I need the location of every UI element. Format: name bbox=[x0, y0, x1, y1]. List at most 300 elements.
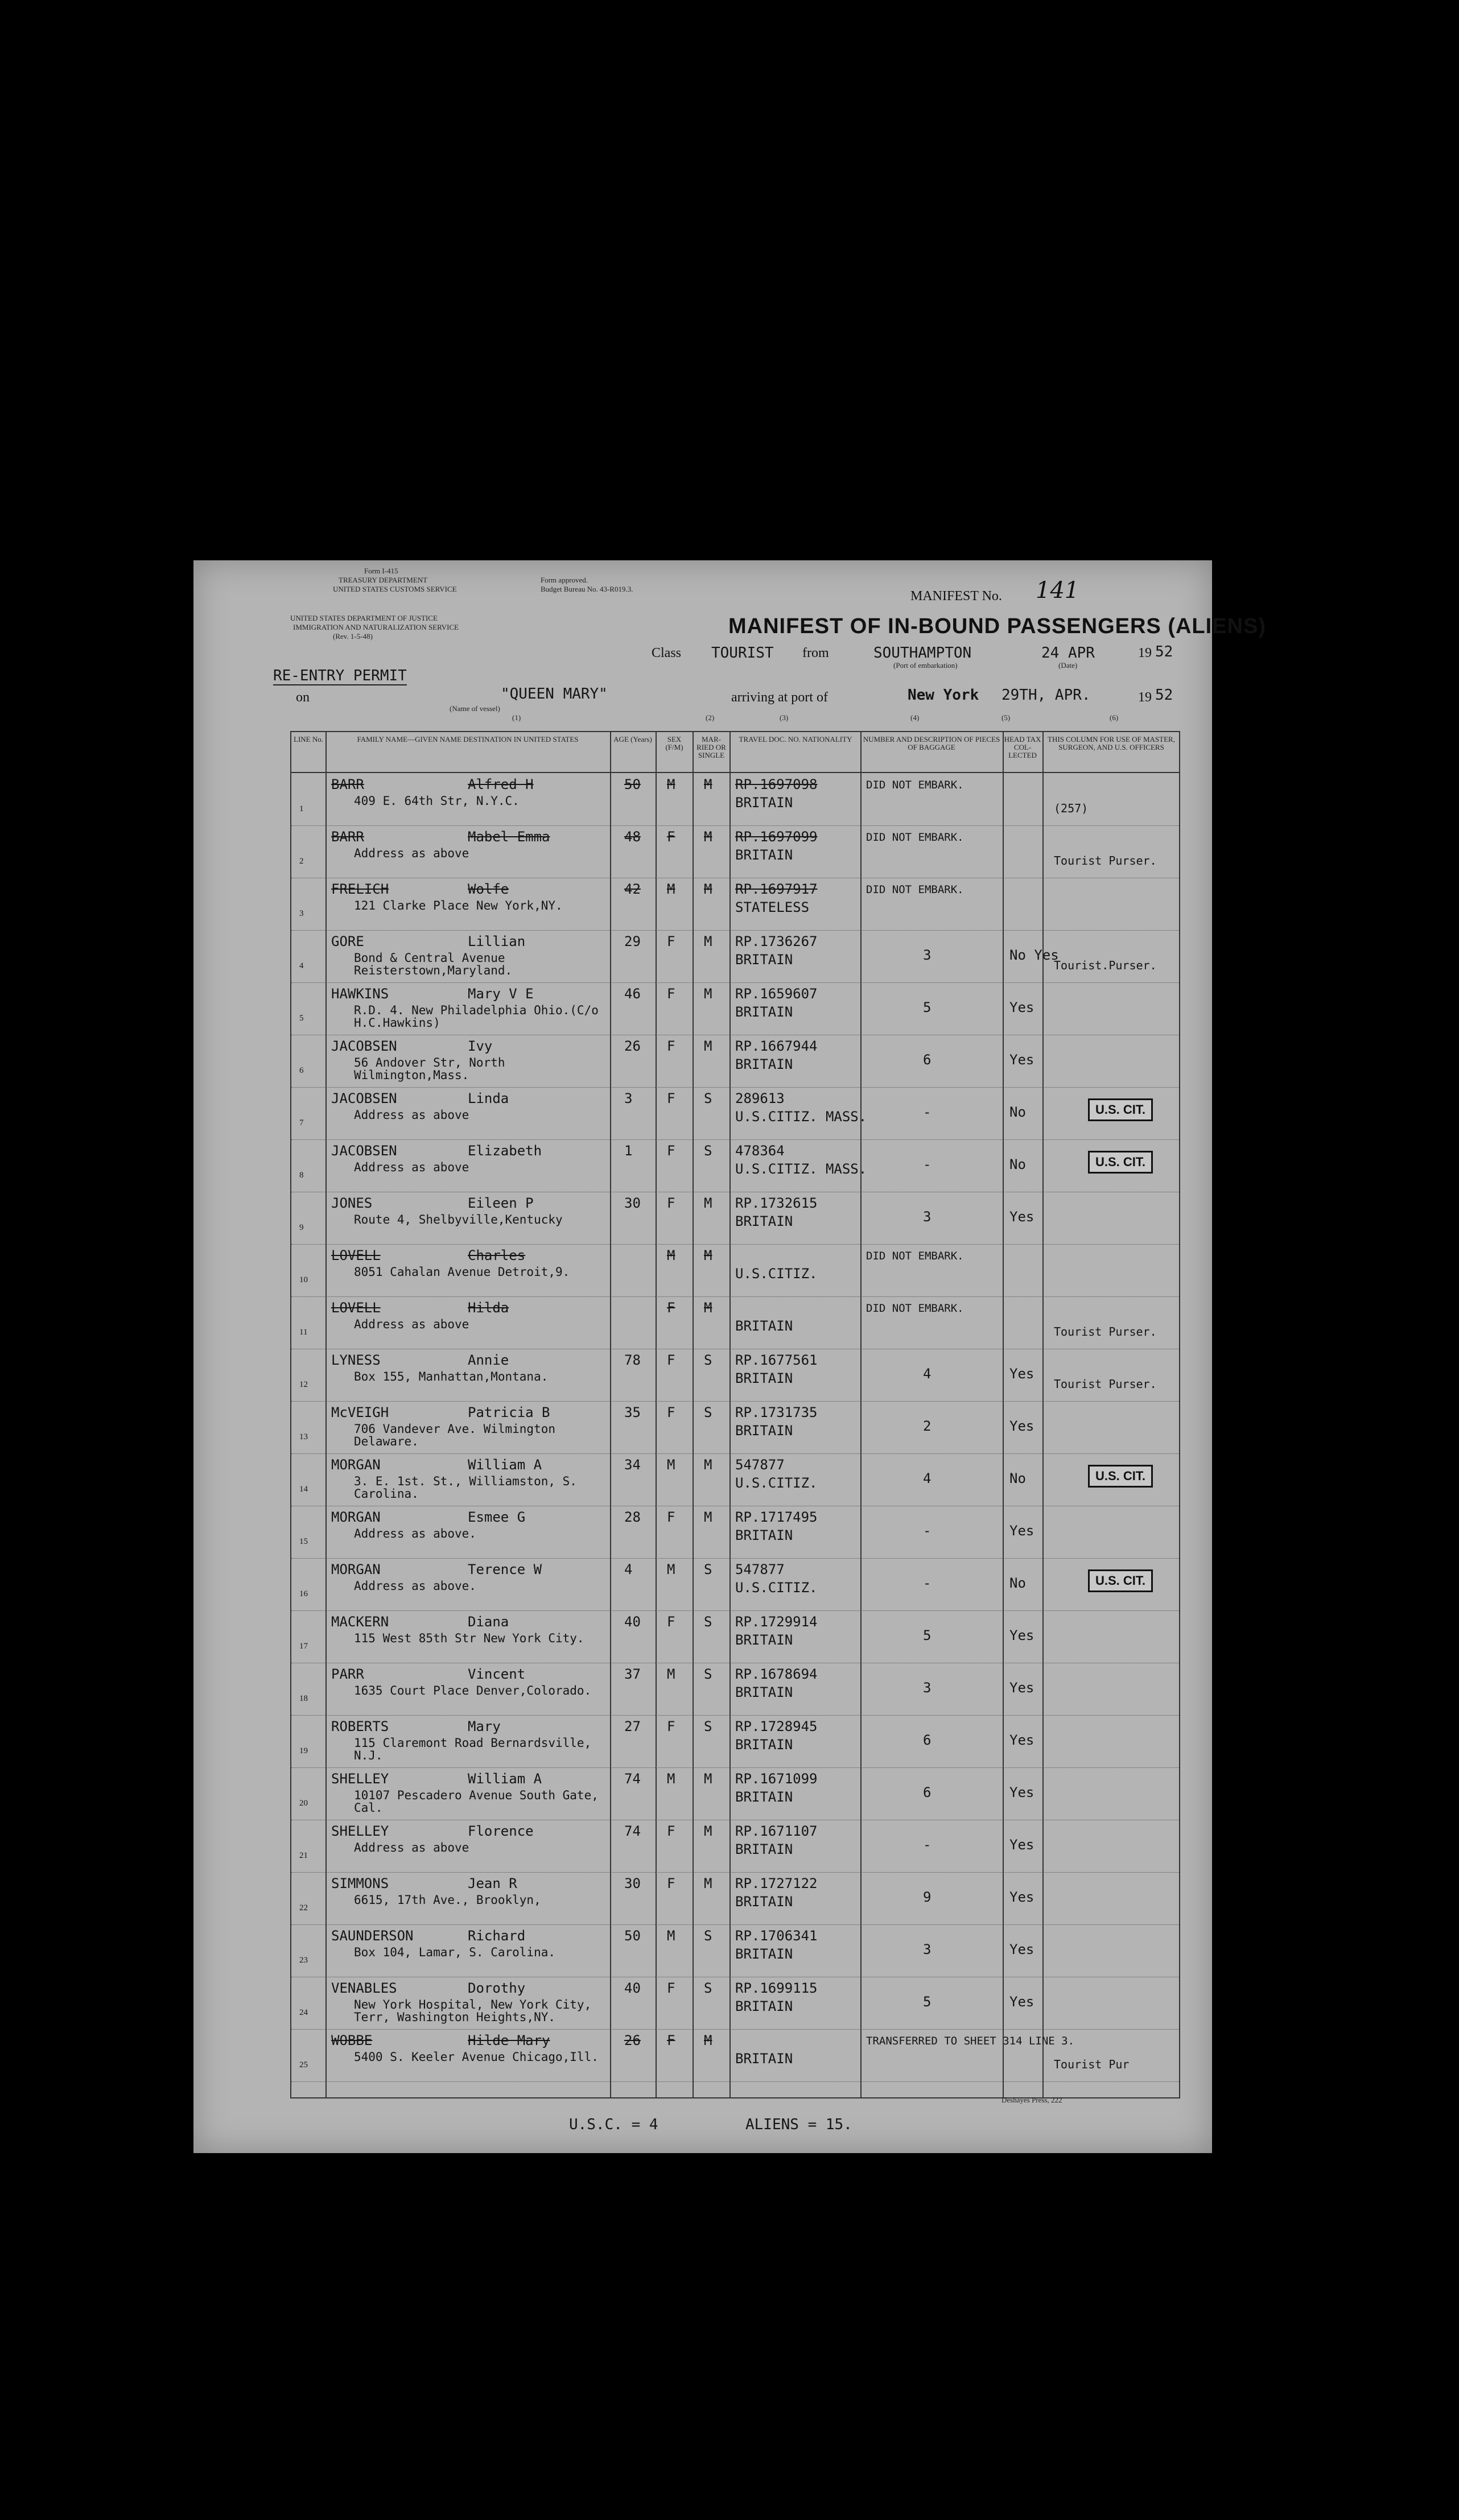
row-family-name: LOVELL bbox=[331, 1300, 381, 1316]
row-destination: 3. E. 1st. St., Williamston, S. Carolina. bbox=[354, 1474, 577, 1501]
row-sex: F bbox=[667, 2032, 675, 2048]
row-destination: 115 West 85th Str New York City. bbox=[354, 1631, 584, 1645]
row-baggage: DID NOT EMBARK. bbox=[866, 1302, 964, 1315]
manifest-no-label: MANIFEST No. bbox=[910, 589, 1002, 604]
row-sex: M bbox=[667, 1457, 675, 1473]
table-row bbox=[291, 1453, 1179, 1506]
row-officer-note: Tourist Pur bbox=[1054, 2058, 1130, 2071]
manifest-document bbox=[193, 560, 1266, 2153]
row-head-tax: No bbox=[1009, 1575, 1026, 1591]
aliens-total: ALIENS = 15. bbox=[745, 2116, 852, 2133]
row-nationality: BRITAIN bbox=[735, 1632, 793, 1648]
row-travel-doc: RP.1697098 bbox=[735, 776, 818, 792]
table-row bbox=[291, 1087, 1179, 1139]
row-head-tax: Yes bbox=[1009, 1941, 1035, 1957]
row-given-name: Charles bbox=[468, 1247, 526, 1263]
row-line-no: 19 bbox=[299, 1746, 308, 1755]
row-marital: M bbox=[704, 1195, 712, 1211]
table-row bbox=[291, 1977, 1179, 2029]
row-baggage: - bbox=[923, 1523, 932, 1539]
row-line-no: 2 bbox=[299, 857, 304, 866]
row-line-no: 21 bbox=[299, 1851, 308, 1860]
row-destination: Address as above bbox=[354, 1108, 469, 1122]
row-destination: 5400 S. Keeler Avenue Chicago,Ill. bbox=[354, 2050, 599, 2064]
row-line-no: 15 bbox=[299, 1537, 308, 1546]
table-row bbox=[291, 2029, 1179, 2081]
row-baggage: 6 bbox=[923, 1784, 932, 1800]
row-travel-doc: RP.1671099 bbox=[735, 1771, 818, 1787]
row-marital: S bbox=[704, 1928, 712, 1944]
row-age: 4 bbox=[624, 1561, 633, 1577]
row-sex: M bbox=[667, 776, 675, 792]
row-line-no: 9 bbox=[299, 1223, 304, 1232]
col-officers: THIS COLUMN FOR USE OF MASTER, SURGEON, AND U.S. OFFICERS bbox=[1048, 735, 1175, 751]
row-head-tax: Yes bbox=[1009, 1889, 1035, 1905]
row-head-tax: Yes bbox=[1009, 1523, 1035, 1539]
row-marital: M bbox=[704, 1771, 712, 1787]
row-age: 42 bbox=[624, 881, 641, 897]
row-head-tax: Yes bbox=[1009, 1418, 1035, 1434]
table-row bbox=[291, 1820, 1179, 1872]
row-destination: 115 Claremont Road Bernardsville, N.J. bbox=[354, 1736, 592, 1762]
row-marital: S bbox=[704, 1561, 712, 1577]
row-family-name: MORGAN bbox=[331, 1509, 381, 1525]
row-given-name: Alfred H bbox=[468, 776, 534, 792]
row-baggage: 3 bbox=[923, 1941, 932, 1957]
row-age: 3 bbox=[624, 1090, 633, 1106]
port-embarkation: SOUTHAMPTON bbox=[873, 645, 972, 662]
row-marital: M bbox=[704, 1509, 712, 1525]
us-citizen-stamp: U.S. CIT. bbox=[1088, 1569, 1153, 1592]
row-line-no: 3 bbox=[299, 909, 304, 918]
table-row bbox=[291, 1558, 1179, 1610]
row-destination: Address as above bbox=[354, 1317, 469, 1331]
on-label: on bbox=[296, 690, 310, 705]
row-age: 27 bbox=[624, 1718, 641, 1734]
row-given-name: Jean R bbox=[468, 1875, 517, 1891]
row-given-name: Dorothy bbox=[468, 1980, 526, 1996]
row-travel-doc: 547877 bbox=[735, 1457, 785, 1473]
reentry-permit: RE-ENTRY PERMIT bbox=[273, 667, 407, 684]
row-baggage: 6 bbox=[923, 1052, 932, 1068]
row-given-name: Richard bbox=[468, 1928, 526, 1944]
row-head-tax: Yes bbox=[1009, 1837, 1035, 1853]
row-sex: F bbox=[667, 1352, 675, 1368]
col-num-5: (5) bbox=[1001, 713, 1011, 722]
row-marital: S bbox=[704, 1090, 712, 1106]
printer-mark: Deshayes Press, 222 bbox=[1001, 2096, 1062, 2104]
table-row bbox=[291, 1192, 1179, 1244]
row-nationality: BRITAIN bbox=[735, 1004, 793, 1020]
row-nationality: BRITAIN bbox=[735, 1056, 793, 1072]
row-given-name: Linda bbox=[468, 1090, 509, 1106]
table-row bbox=[291, 1715, 1179, 1767]
row-travel-doc: RP.1706341 bbox=[735, 1928, 818, 1944]
row-line-no: 5 bbox=[299, 1014, 304, 1023]
row-family-name: SHELLEY bbox=[331, 1823, 389, 1839]
row-family-name: JACOBSEN bbox=[331, 1143, 397, 1159]
vessel-name: "QUEEN MARY" bbox=[501, 685, 608, 703]
col-num-6: (6) bbox=[1110, 713, 1119, 722]
row-head-tax: Yes bbox=[1009, 1680, 1035, 1696]
row-age: 35 bbox=[624, 1404, 641, 1420]
row-sex: F bbox=[667, 1195, 675, 1211]
year-prefix: 19 bbox=[1138, 646, 1152, 660]
table-row bbox=[291, 930, 1179, 982]
col-num-2: (2) bbox=[706, 713, 715, 722]
row-head-tax: No bbox=[1009, 1156, 1026, 1172]
row-baggage: 3 bbox=[923, 1680, 932, 1696]
row-sex: F bbox=[667, 1614, 675, 1630]
row-family-name: SIMMONS bbox=[331, 1875, 389, 1891]
row-destination: 409 E. 64th Str, N.Y.C. bbox=[354, 794, 520, 808]
row-family-name: BARR bbox=[331, 829, 364, 845]
row-family-name: MORGAN bbox=[331, 1561, 381, 1577]
row-officer-note: Tourist Purser. bbox=[1054, 854, 1157, 867]
row-family-name: LOVELL bbox=[331, 1247, 381, 1263]
row-destination: 1635 Court Place Denver,Colorado. bbox=[354, 1684, 592, 1697]
row-given-name: Mabel Emma bbox=[468, 829, 550, 845]
treasury-dept: TREASURY DEPARTMENT bbox=[339, 576, 428, 584]
arrival-date: 29TH, APR. bbox=[1001, 687, 1091, 704]
table-row bbox=[291, 1401, 1179, 1453]
col-married: MAR-RIED OR SINGLE bbox=[696, 735, 726, 759]
row-nationality: U.S.CITIZ. bbox=[735, 1266, 818, 1282]
row-family-name: SHELLEY bbox=[331, 1771, 389, 1787]
year-prefix-2: 19 bbox=[1138, 690, 1152, 705]
row-destination: R.D. 4. New Philadelphia Ohio.(C/o H.C.Hawkins) bbox=[354, 1003, 599, 1030]
row-marital: S bbox=[704, 1404, 712, 1420]
row-destination: Bond & Central Avenue Reisterstown,Maryland. bbox=[354, 951, 513, 977]
row-baggage: - bbox=[923, 1575, 932, 1591]
row-baggage: TRANSFERRED TO SHEET 314 LINE 3. bbox=[866, 2035, 1075, 2047]
row-line-no: 17 bbox=[299, 1642, 308, 1651]
passenger-table bbox=[290, 731, 1180, 2098]
row-head-tax: Yes bbox=[1009, 1627, 1035, 1643]
table-row bbox=[291, 1924, 1179, 1977]
row-age: 1 bbox=[624, 1143, 633, 1159]
table-row bbox=[291, 1035, 1179, 1087]
row-family-name: GORE bbox=[331, 933, 364, 949]
row-line-no: 18 bbox=[299, 1694, 308, 1703]
row-baggage: 6 bbox=[923, 1732, 932, 1748]
row-destination: Address as above bbox=[354, 1841, 469, 1854]
us-citizen-stamp: U.S. CIT. bbox=[1088, 1465, 1153, 1488]
row-marital: M bbox=[704, 2032, 712, 2048]
row-family-name: WOBBE bbox=[331, 2032, 373, 2048]
row-nationality: BRITAIN bbox=[735, 795, 793, 811]
row-marital: S bbox=[704, 1614, 712, 1630]
row-destination: Address as above. bbox=[354, 1579, 476, 1593]
row-baggage: DID NOT EMBARK. bbox=[866, 1250, 964, 1262]
vessel-caption: (Name of vessel) bbox=[450, 704, 500, 713]
row-baggage: 4 bbox=[923, 1470, 932, 1486]
row-given-name: Mary V E bbox=[468, 986, 534, 1002]
row-baggage: 5 bbox=[923, 1994, 932, 2010]
row-baggage: 3 bbox=[923, 947, 932, 963]
row-head-tax: Yes bbox=[1009, 999, 1035, 1015]
row-destination: Address as above bbox=[354, 846, 469, 860]
row-marital: M bbox=[704, 829, 712, 845]
row-sex: M bbox=[667, 1771, 675, 1787]
row-sex: F bbox=[667, 1509, 675, 1525]
col-headtax: HEAD TAX COL-LECTED bbox=[1004, 735, 1041, 759]
row-sex: F bbox=[667, 1090, 675, 1106]
row-sex: M bbox=[667, 881, 675, 897]
row-nationality: BRITAIN bbox=[735, 1946, 793, 1962]
row-sex: F bbox=[667, 1875, 675, 1891]
row-given-name: Ivy bbox=[468, 1038, 493, 1054]
row-travel-doc: RP.1677561 bbox=[735, 1352, 818, 1368]
row-age: 48 bbox=[624, 829, 641, 845]
row-given-name: Florence bbox=[468, 1823, 534, 1839]
row-sex: F bbox=[667, 1823, 675, 1839]
row-travel-doc: RP.1717495 bbox=[735, 1509, 818, 1525]
embark-year: 52 bbox=[1155, 643, 1173, 660]
row-destination: New York Hospital, New York City, Terr, Washington Heights,NY. bbox=[354, 1998, 592, 2024]
row-marital: S bbox=[704, 1352, 712, 1368]
row-nationality: BRITAIN bbox=[735, 1737, 793, 1753]
row-baggage: 9 bbox=[923, 1889, 932, 1905]
row-given-name: William A bbox=[468, 1771, 542, 1787]
row-travel-doc: RP.1727122 bbox=[735, 1875, 818, 1891]
table-row bbox=[291, 1296, 1179, 1349]
row-marital: M bbox=[704, 1300, 712, 1316]
row-age: 74 bbox=[624, 1771, 641, 1787]
row-age: 37 bbox=[624, 1666, 641, 1682]
row-age: 50 bbox=[624, 776, 641, 792]
row-family-name: FRELICH bbox=[331, 881, 389, 897]
row-nationality: BRITAIN bbox=[735, 2051, 793, 2067]
row-line-no: 10 bbox=[299, 1275, 308, 1284]
row-travel-doc: 289613 bbox=[735, 1090, 785, 1106]
row-sex: F bbox=[667, 1300, 675, 1316]
row-baggage: DID NOT EMBARK. bbox=[866, 883, 964, 896]
row-destination: 56 Andover Str, North Wilmington,Mass. bbox=[354, 1056, 505, 1082]
row-sex: F bbox=[667, 1404, 675, 1420]
embark-date: 24 APR bbox=[1041, 645, 1095, 662]
row-age: 50 bbox=[624, 1928, 641, 1944]
row-head-tax: No bbox=[1009, 1470, 1026, 1486]
row-family-name: McVEIGH bbox=[331, 1404, 389, 1420]
col-baggage: NUMBER AND DESCRIPTION OF PIECES OF BAGGAGE bbox=[863, 735, 1000, 751]
col-num-4: (4) bbox=[910, 713, 920, 722]
row-nationality: BRITAIN bbox=[735, 1789, 793, 1805]
col-travel: TRAVEL DOC. NO. NATIONALITY bbox=[739, 735, 852, 743]
row-destination: Box 104, Lamar, S. Carolina. bbox=[354, 1945, 556, 1959]
row-line-no: 25 bbox=[299, 2060, 308, 2069]
revision: (Rev. 1-5-48) bbox=[333, 632, 373, 641]
row-age: 40 bbox=[624, 1980, 641, 1996]
row-sex: F bbox=[667, 933, 675, 949]
row-destination: Route 4, Shelbyville,Kentucky bbox=[354, 1213, 563, 1226]
row-nationality: U.S.CITIZ. bbox=[735, 1475, 818, 1491]
col-name: FAMILY NAME—GIVEN NAME DESTINATION IN UNITED STATES bbox=[357, 735, 579, 743]
row-family-name: VENABLES bbox=[331, 1980, 397, 1996]
row-family-name: LYNESS bbox=[331, 1352, 381, 1368]
row-line-no: 14 bbox=[299, 1485, 308, 1494]
row-head-tax: No Yes bbox=[1009, 947, 1059, 963]
row-age: 30 bbox=[624, 1195, 641, 1211]
table-row bbox=[291, 1139, 1179, 1192]
row-baggage: 4 bbox=[923, 1366, 932, 1382]
row-destination: 10107 Pescadero Avenue South Gate, Cal. bbox=[354, 1788, 599, 1815]
budget-bureau: Budget Bureau No. 43-R019.3. bbox=[541, 585, 633, 593]
date-caption: (Date) bbox=[1058, 661, 1078, 670]
row-given-name: Hilde Mary bbox=[468, 2032, 550, 2048]
manifest-no-value: 141 bbox=[1036, 577, 1079, 604]
table-row bbox=[291, 1244, 1179, 1296]
row-line-no: 23 bbox=[299, 1956, 308, 1965]
port-caption: (Port of embarkation) bbox=[893, 661, 958, 670]
row-marital: S bbox=[704, 1980, 712, 1996]
row-line-no: 6 bbox=[299, 1066, 304, 1075]
table-row bbox=[291, 1349, 1179, 1401]
row-given-name: Vincent bbox=[468, 1666, 526, 1682]
row-sex: M bbox=[667, 1247, 675, 1263]
class-value: TOURIST bbox=[711, 645, 774, 662]
table-row bbox=[291, 1872, 1179, 1924]
row-line-no: 11 bbox=[299, 1328, 308, 1337]
row-age: 46 bbox=[624, 986, 641, 1002]
row-nationality: BRITAIN bbox=[735, 1684, 793, 1700]
row-nationality: BRITAIN bbox=[735, 1841, 793, 1857]
row-nationality: BRITAIN bbox=[735, 1894, 793, 1910]
customs-service: UNITED STATES CUSTOMS SERVICE bbox=[333, 585, 457, 593]
row-baggage: - bbox=[923, 1156, 932, 1172]
row-officer-note: Tourist Purser. bbox=[1054, 1325, 1157, 1339]
row-baggage: - bbox=[923, 1104, 932, 1120]
row-destination: Address as above bbox=[354, 1160, 469, 1174]
row-travel-doc: RP.1731735 bbox=[735, 1404, 818, 1420]
ins-service: IMMIGRATION AND NATURALIZATION SERVICE bbox=[293, 623, 459, 631]
us-citizen-stamp: U.S. CIT. bbox=[1088, 1151, 1153, 1174]
row-travel-doc: RP.1729914 bbox=[735, 1614, 818, 1630]
row-destination: 8051 Cahalan Avenue Detroit,9. bbox=[354, 1265, 570, 1279]
row-head-tax: Yes bbox=[1009, 1732, 1035, 1748]
arriving-label: arriving at port of bbox=[731, 690, 828, 705]
arrival-port: New York bbox=[908, 687, 979, 704]
row-travel-doc: RP.1732615 bbox=[735, 1195, 818, 1211]
row-line-no: 4 bbox=[299, 961, 304, 970]
row-age: 29 bbox=[624, 933, 641, 949]
row-destination: Address as above. bbox=[354, 1527, 476, 1540]
row-family-name: JACOBSEN bbox=[331, 1090, 397, 1106]
row-given-name: Elizabeth bbox=[468, 1143, 542, 1159]
row-family-name: SAUNDERSON bbox=[331, 1928, 414, 1944]
row-line-no: 8 bbox=[299, 1171, 304, 1180]
table-row bbox=[291, 878, 1179, 930]
row-marital: M bbox=[704, 1038, 712, 1054]
row-marital: M bbox=[704, 1875, 712, 1891]
us-citizen-stamp: U.S. CIT. bbox=[1088, 1098, 1153, 1121]
row-marital: S bbox=[704, 1666, 712, 1682]
row-age: 30 bbox=[624, 1875, 641, 1891]
row-family-name: JACOBSEN bbox=[331, 1038, 397, 1054]
row-destination: 121 Clarke Place New York,NY. bbox=[354, 899, 563, 912]
row-nationality: BRITAIN bbox=[735, 952, 793, 968]
row-line-no: 24 bbox=[299, 2008, 308, 2017]
form-approved: Form approved. bbox=[541, 576, 588, 584]
row-baggage: 5 bbox=[923, 1627, 932, 1643]
row-baggage: 5 bbox=[923, 999, 932, 1015]
row-family-name: HAWKINS bbox=[331, 986, 389, 1002]
justice-dept: UNITED STATES DEPARTMENT OF JUSTICE bbox=[290, 614, 438, 622]
row-nationality: BRITAIN bbox=[735, 1998, 793, 2014]
row-line-no: 13 bbox=[299, 1432, 308, 1441]
row-nationality: U.S.CITIZ. MASS. bbox=[735, 1161, 867, 1177]
row-travel-doc: RP.1728945 bbox=[735, 1718, 818, 1734]
row-age: 74 bbox=[624, 1823, 641, 1839]
form-number: Form I-415 bbox=[364, 567, 398, 575]
row-sex: F bbox=[667, 829, 675, 845]
row-age: 26 bbox=[624, 2032, 641, 2048]
row-head-tax: Yes bbox=[1009, 1994, 1035, 2010]
row-marital: M bbox=[704, 1823, 712, 1839]
table-row bbox=[291, 1767, 1179, 1820]
row-nationality: BRITAIN bbox=[735, 1213, 793, 1229]
row-head-tax: Yes bbox=[1009, 1209, 1035, 1225]
row-travel-doc: RP.1736267 bbox=[735, 933, 818, 949]
row-officer-note: Tourist.Purser. bbox=[1054, 959, 1157, 972]
row-given-name: Diana bbox=[468, 1614, 509, 1630]
row-sex: M bbox=[667, 1928, 675, 1944]
row-sex: F bbox=[667, 1980, 675, 1996]
row-sex: F bbox=[667, 1143, 675, 1159]
row-sex: M bbox=[667, 1666, 675, 1682]
row-baggage: 2 bbox=[923, 1418, 932, 1434]
row-family-name: BARR bbox=[331, 776, 364, 792]
row-marital: M bbox=[704, 1247, 712, 1263]
table-row bbox=[291, 1506, 1179, 1558]
row-nationality: U.S.CITIZ. bbox=[735, 1580, 818, 1596]
col-age: AGE (Years) bbox=[613, 735, 652, 743]
row-nationality: STATELESS bbox=[735, 899, 810, 915]
row-given-name: Esmee G bbox=[468, 1509, 526, 1525]
row-travel-doc: 547877 bbox=[735, 1561, 785, 1577]
col-sex: SEX (F/M) bbox=[665, 735, 683, 751]
row-sex: M bbox=[667, 1561, 675, 1577]
col-line: LINE No. bbox=[294, 735, 323, 743]
row-destination: 706 Vandever Ave. Wilmington Delaware. bbox=[354, 1422, 556, 1448]
row-sex: F bbox=[667, 986, 675, 1002]
row-marital: M bbox=[704, 881, 712, 897]
row-head-tax: Yes bbox=[1009, 1052, 1035, 1068]
row-travel-doc: 478364 bbox=[735, 1143, 785, 1159]
row-sex: F bbox=[667, 1038, 675, 1054]
row-head-tax: Yes bbox=[1009, 1366, 1035, 1382]
row-age: 28 bbox=[624, 1509, 641, 1525]
row-travel-doc: RP.1699115 bbox=[735, 1980, 818, 1996]
row-given-name: Annie bbox=[468, 1352, 509, 1368]
row-age: 26 bbox=[624, 1038, 641, 1054]
table-row bbox=[291, 1610, 1179, 1663]
row-nationality: BRITAIN bbox=[735, 1370, 793, 1386]
row-given-name: William A bbox=[468, 1457, 542, 1473]
row-line-no: 16 bbox=[299, 1589, 308, 1598]
row-travel-doc: RP.1697099 bbox=[735, 829, 818, 845]
row-officer-note: (257) bbox=[1054, 802, 1089, 815]
row-given-name: Eileen P bbox=[468, 1195, 534, 1211]
row-given-name: Lillian bbox=[468, 933, 526, 949]
row-marital: M bbox=[704, 1457, 712, 1473]
row-destination: Box 155, Manhattan,Montana. bbox=[354, 1370, 549, 1383]
row-age: 78 bbox=[624, 1352, 641, 1368]
row-family-name: PARR bbox=[331, 1666, 364, 1682]
row-given-name: Mary bbox=[468, 1718, 501, 1734]
row-marital: S bbox=[704, 1718, 712, 1734]
row-given-name: Patricia B bbox=[468, 1404, 550, 1420]
